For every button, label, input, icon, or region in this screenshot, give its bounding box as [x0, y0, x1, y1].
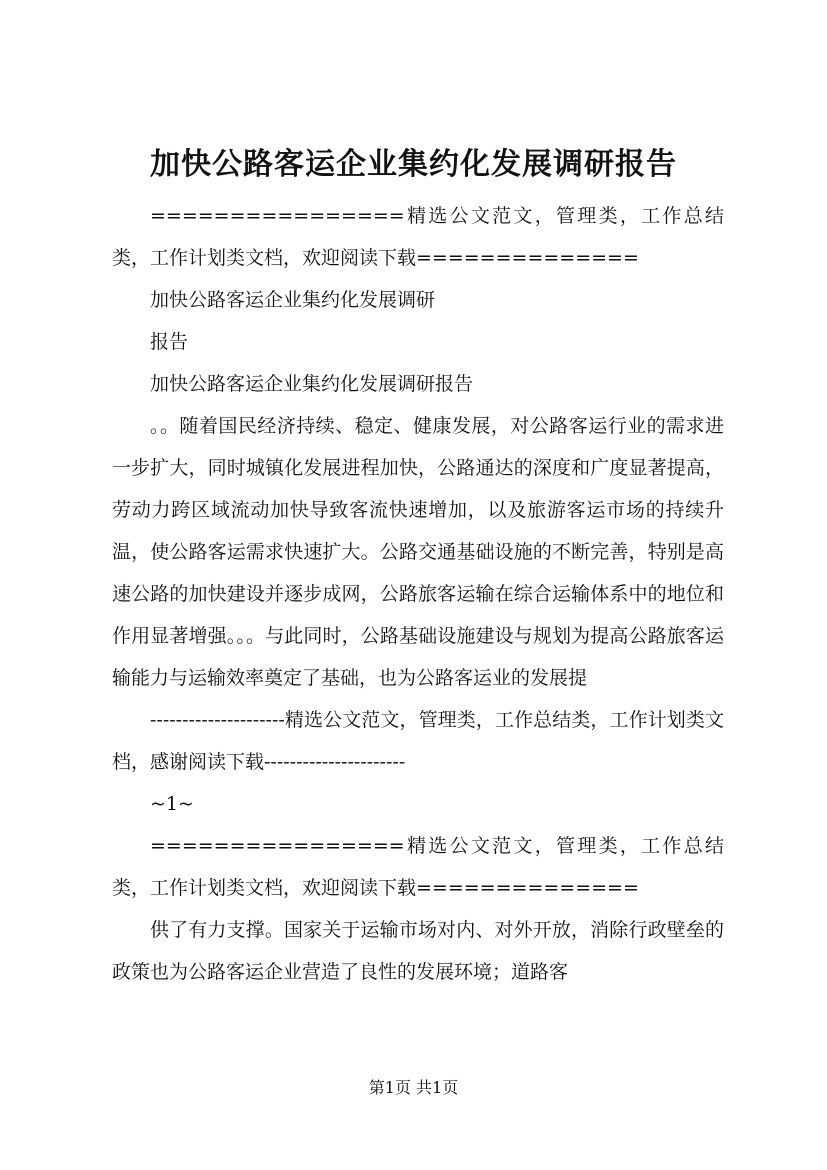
document-title: 加快公路客运企业集约化发展调研报告	[150, 147, 677, 182]
document-body	[112, 195, 724, 993]
subtitle-line-2: 报告	[150, 331, 189, 353]
page-marker: ~1~	[150, 793, 194, 815]
header-banner-paragraph-2: ================精选公文范文，管理类，工作总结类，工作计划类文档，欢迎阅读下载==============	[112, 835, 724, 899]
page-footer: 第1页 共1页	[368, 1078, 459, 1097]
body-paragraph: 。。随着国民经济持续、稳定、健康发展，对公路客运行业的需求进一步扩大，同时城镇化发展进程加快，公路通达的深度和广度显著提高，劳动力跨区域流动加快导致客流快速增加，以及旅游客运市场的持续升温，使公路客运需求快速扩大。公路交通基础设施的不断完善，特别是高速公路的加快建设并逐步成网，公路旅客运输在综合运输体系中的地位和作用显著增强。。。与此同时，公路基础设施建设与规划为提高公路旅客运输能力与运输效率奠定了基础，也为公路客运业的发展提	[112, 415, 724, 689]
repeated-title-paragraph: 加快公路客运企业集约化发展调研报告	[150, 373, 474, 395]
header-banner-paragraph: ================精选公文范文，管理类，工作总结类，工作计划类文档，欢迎阅读下载==============	[112, 205, 724, 269]
footer-banner-paragraph: ---------------------精选公文范文，管理类，工作总结类，工作计划类文档，感谢阅读下载----------------------	[112, 709, 724, 773]
body-paragraph-continued: 供了有力支撑。国家关于运输市场对内、对外开放，消除行政壁垒的政策也为公路客运企业营造了良性的发展环境；道路客	[112, 919, 724, 983]
subtitle-line-1: 加快公路客运企业集约化发展调研	[150, 289, 436, 311]
